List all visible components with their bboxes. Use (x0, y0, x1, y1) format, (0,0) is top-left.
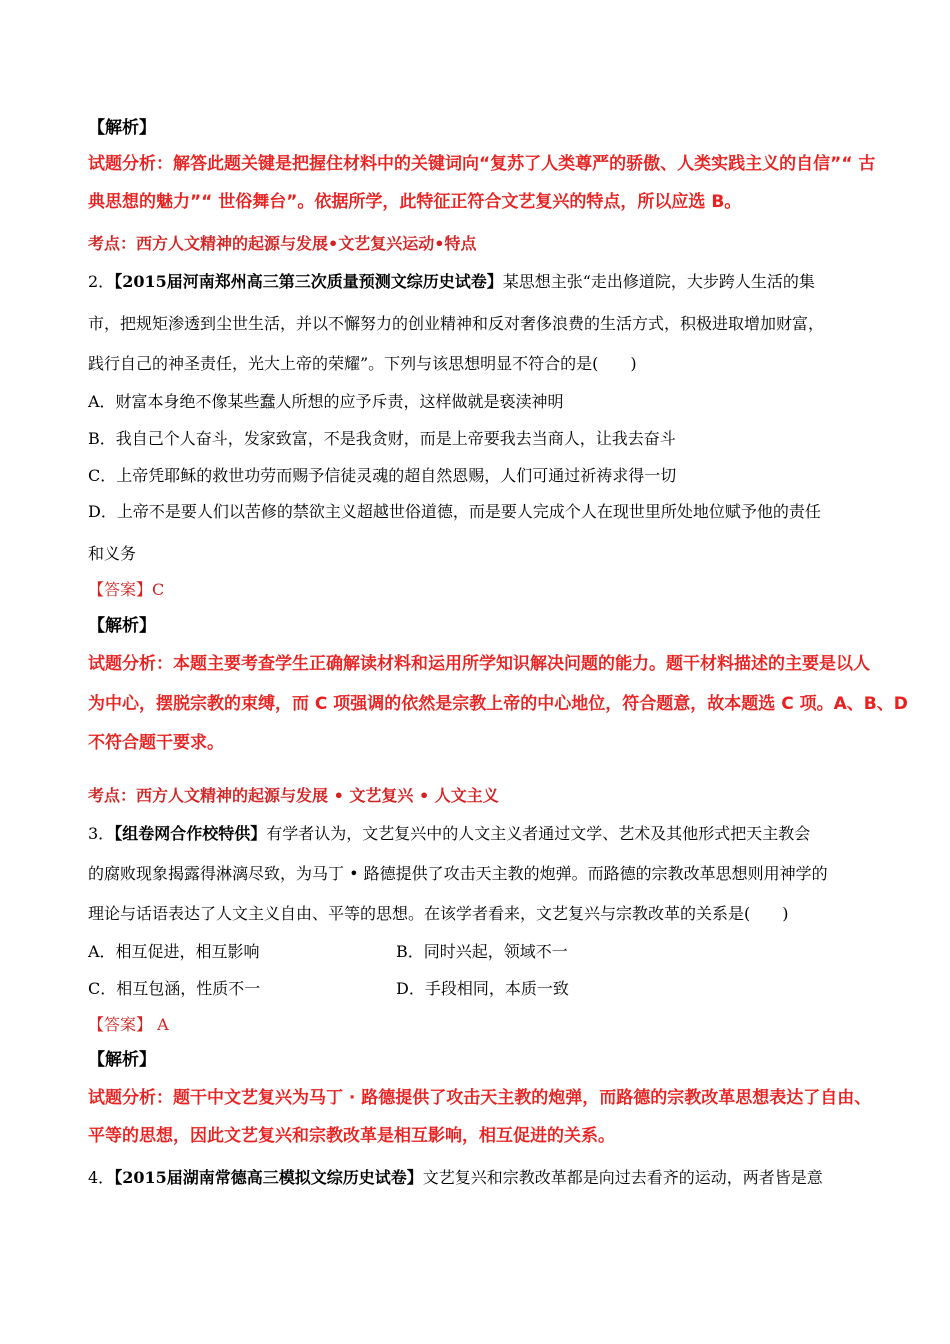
q3-options-row-2 (88, 977, 868, 1001)
q1-kaodian: 考点：西方人文精神的起源与发展•文艺复兴运动•特点 (88, 234, 477, 253)
q3-analysis-line-1: 试题分析：题干中文艺复兴为马丁 · 路德提供了攻击天主教的炮弹，而路德的宗教改革思想表达了自由、 (88, 1088, 872, 1108)
q2-option-c: C．上帝凭耶稣的救世功劳而赐予信徒灵魂的超自然恩赐，人们可通过祈祷求得一切 (88, 466, 677, 485)
q3-stem-line-2: 的腐败现象揭露得淋漓尽致，为马丁 • 路德提供了攻击天主教的炮弹。而路德的宗教改革思想则用神学的 (88, 864, 828, 883)
q2-kaodian: 考点：西方人文精神的起源与发展 • 文艺复兴 • 人文主义 (88, 786, 499, 805)
q3-option-d: D．手段相同，本质一致 (396, 979, 569, 998)
q2-source: 【2015届河南郑州高三第三次质量预测文综历史试卷】 (114, 272, 503, 291)
q2-analysis-line-2: 为中心，摆脱宗教的束缚，而 C 项强调的依然是宗教上帝的中心地位，符合题意，故本题选 C 项。A、B、D (88, 694, 908, 714)
q3-analysis-header: 【解析】 (88, 1050, 156, 1070)
q2-analysis-line-3: 不符合题干要求。 (88, 733, 224, 753)
q1-analysis-line-2: 典思想的魅力”“ 世俗舞台”。依据所学，此特征正符合文艺复兴的特点，所以应选 B。 (88, 192, 742, 212)
q4-stem-text-1: 文艺复兴和宗教改革都是向过去看齐的运动，两者皆是意 (422, 1168, 823, 1187)
q2-option-a: A．财富本身绝不像某些蠢人所想的应予斥责，这样做就是亵渎神明 (88, 392, 564, 411)
q3-stem-line-1 (88, 822, 810, 846)
q4-number: 4． (88, 1168, 115, 1187)
q3-option-a: A．相互促进，相互影响 (88, 942, 260, 961)
q2-option-b: B．我自己个人奋斗，发家致富，不是我贪财，而是上帝要我去当商人，让我去奋斗 (88, 429, 676, 448)
q2-option-d: D．上帝不是要人们以苦修的禁欲主义超越世俗道德，而是要人完成个人在现世里所处地位赋予他的责任 (88, 502, 821, 521)
q4-stem-line-1 (88, 1166, 823, 1190)
q2-stem-text-1: 某思想主张“走出修道院，大步跨人生活的集 (502, 272, 815, 291)
q2-stem-line-2: 市，把规矩渗透到尘世生活，并以不懈努力的创业精神和反对奢侈浪费的生活方式，积极进取增加财富， (88, 314, 825, 333)
q2-answer: 【答案】C (88, 580, 165, 599)
q2-analysis-line-1: 试题分析：本题主要考查学生正确解读材料和运用所学知识解决问题的能力。题干材料描述的主要是以人 (88, 654, 870, 674)
q2-analysis-header: 【解析】 (88, 616, 156, 636)
q4-source: 【2015届湖南常德高三模拟文综历史试卷】 (114, 1168, 423, 1187)
q3-stem-line-3: 理论与话语表达了人文主义自由、平等的思想。在该学者看来，文艺复兴与宗教改革的关系是( ) (88, 904, 789, 923)
q3-options-row-1 (88, 940, 868, 964)
q1-analysis-header: 【解析】 (88, 118, 156, 138)
q2-stem-line-1 (88, 270, 815, 294)
q3-number: 3． (88, 824, 115, 843)
q3-answer: 【答案】 A (88, 1015, 169, 1034)
q3-option-b: B．同时兴起，领域不一 (396, 942, 568, 961)
q3-analysis-line-2: 平等的思想，因此文艺复兴和宗教改革是相互影响，相互促进的关系。 (88, 1126, 615, 1146)
q1-analysis-line-1: 试题分析：解答此题关键是把握住材料中的关键词向“复苏了人类尊严的骄傲、人类实践主义的自信”“ 古 (88, 154, 876, 174)
q3-option-c: C．相互包涵，性质不一 (88, 979, 261, 998)
q3-stem-text-1: 有学者认为，文艺复兴中的人文主义者通过文学、艺术及其他形式把天主教会 (266, 824, 811, 843)
q2-number: 2． (88, 272, 115, 291)
q2-option-d-cont: 和义务 (88, 544, 137, 563)
q2-stem-line-3: 践行自己的神圣责任，光大上帝的荣耀”。下列与该思想明显不符合的是( ) (88, 354, 637, 373)
q3-source: 【组卷网合作校特供】 (114, 824, 267, 843)
